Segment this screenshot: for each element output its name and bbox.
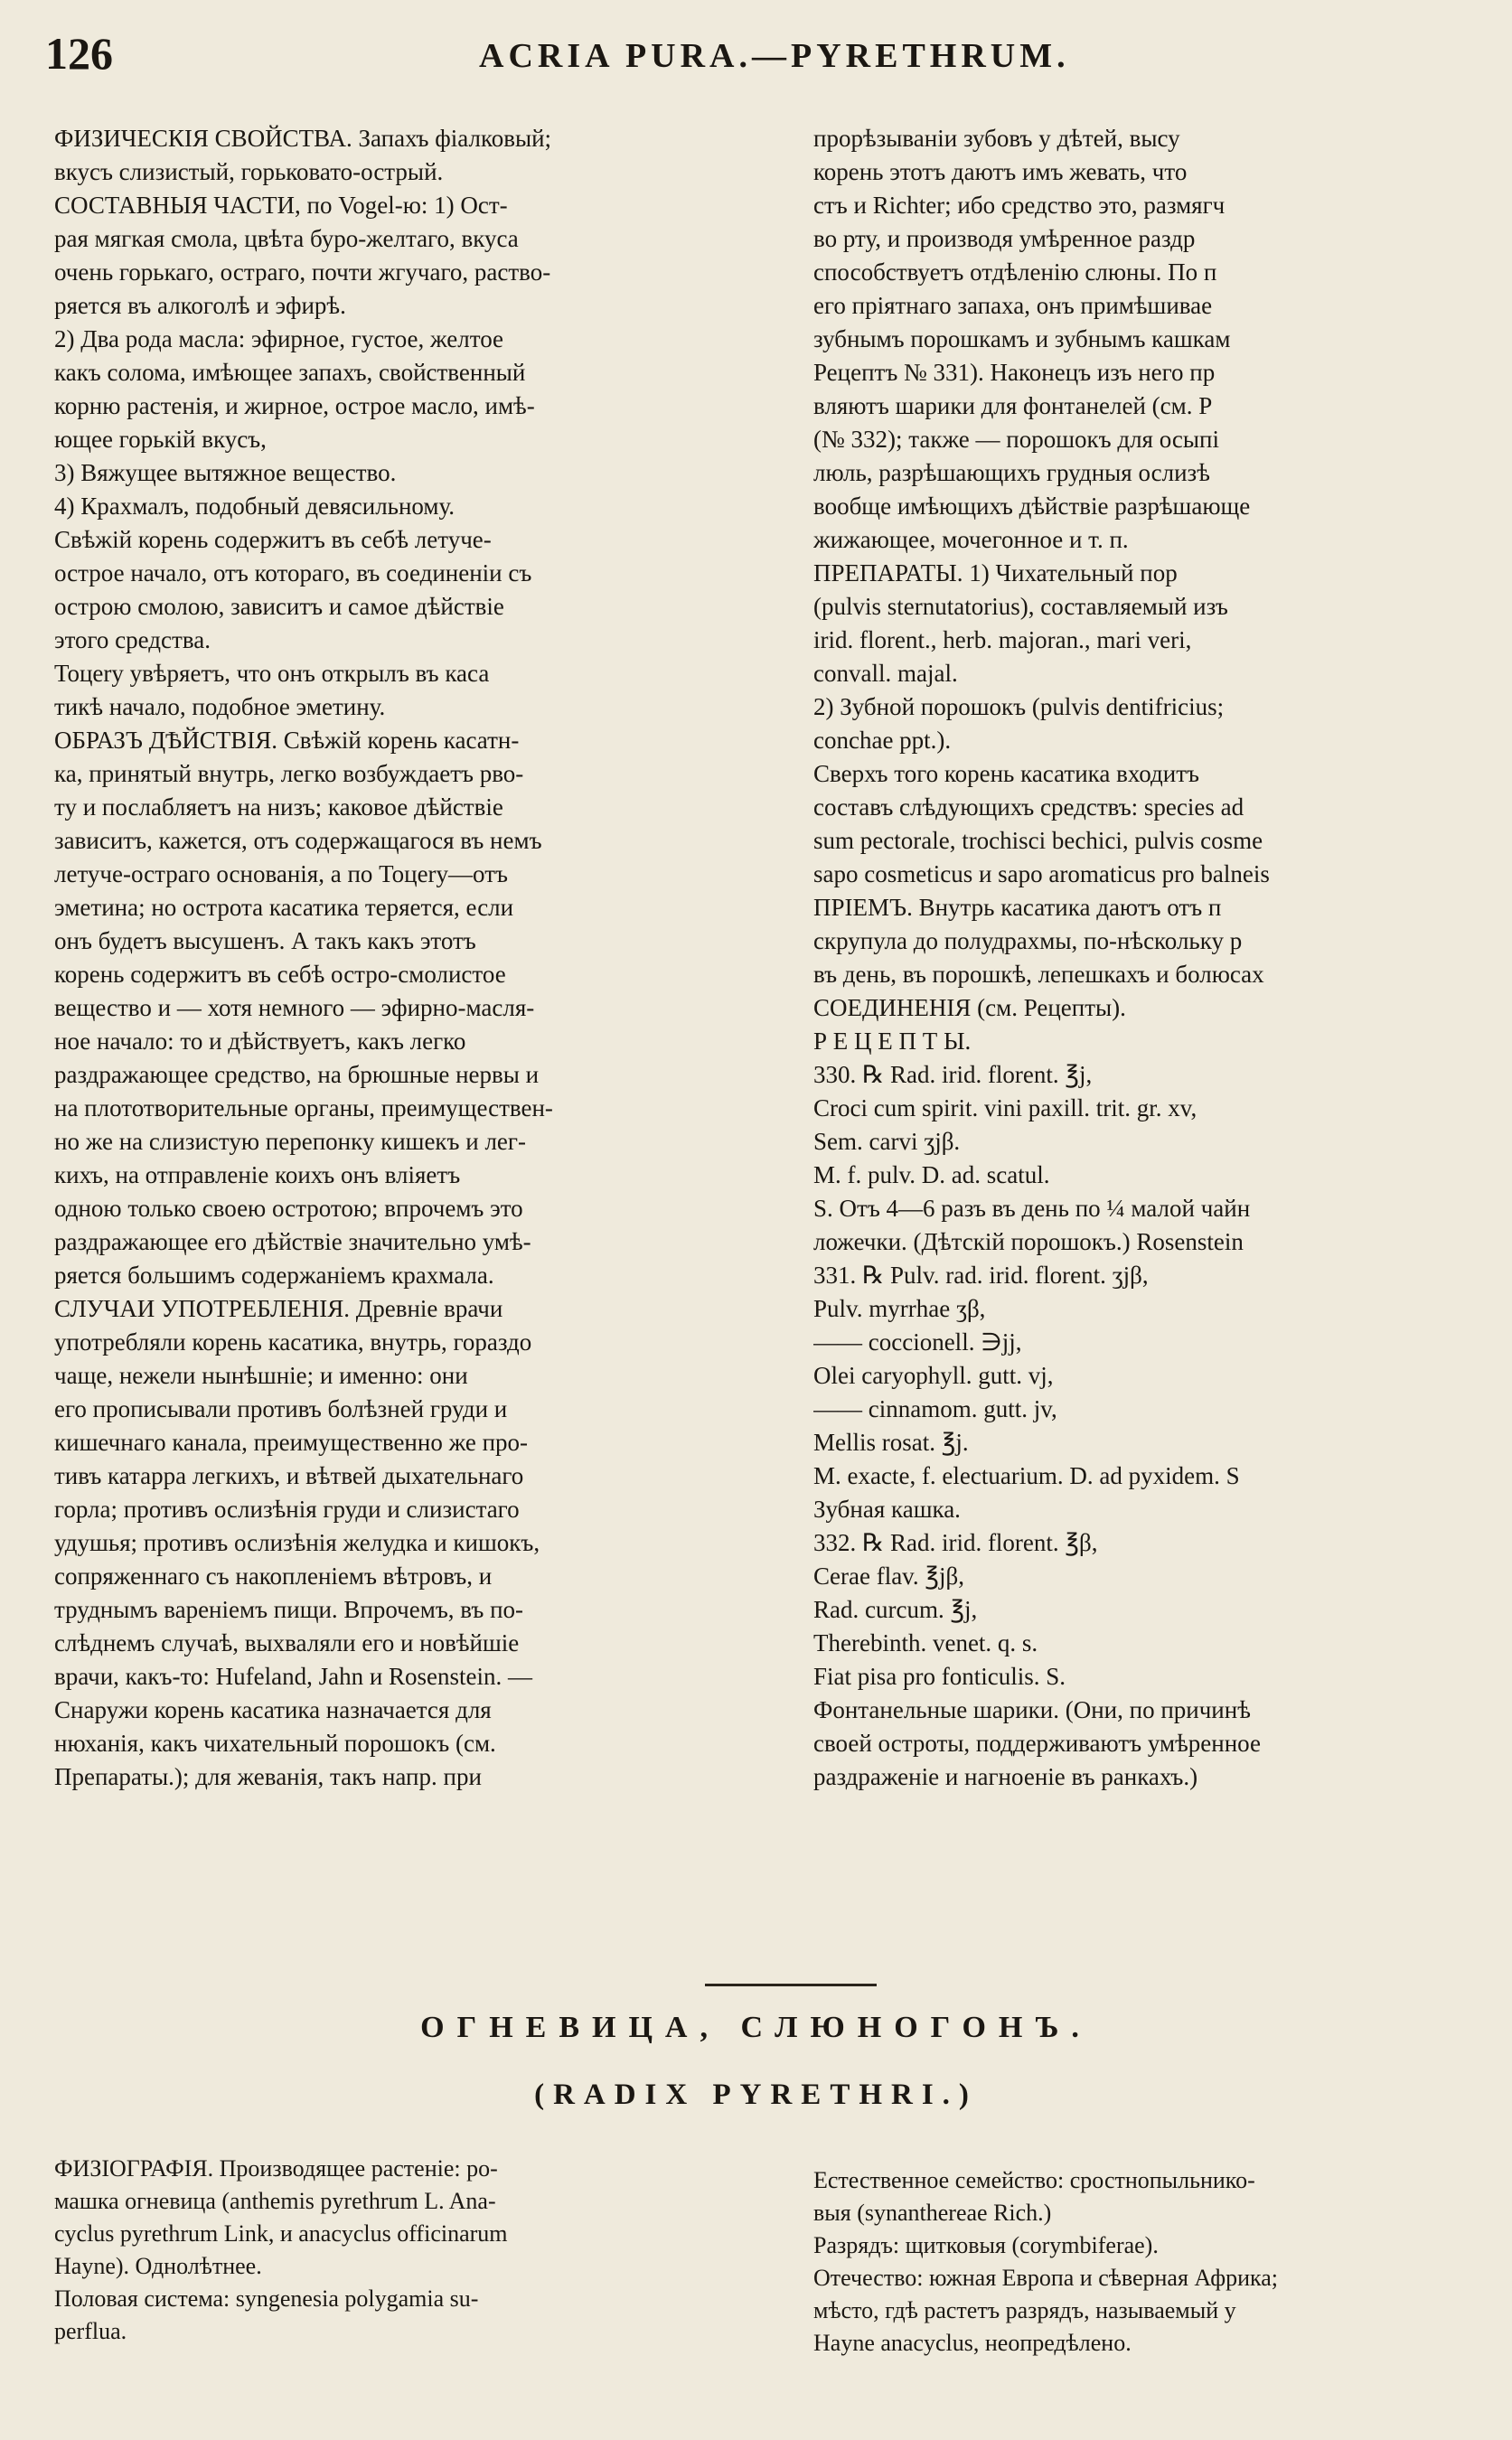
text-line: 3) Вяжущее вытяжное вещество. — [54, 459, 397, 486]
text-line: Отечество: южная Европа и сѣверная Африка; — [813, 2265, 1278, 2291]
text-line: сопряженнаго съ накопленіемъ вѣтровъ, и — [54, 1563, 493, 1590]
text-line: жижающее, мочегонное и т. п. — [813, 526, 1129, 553]
text-line: Olei caryophyll. gutt. vj, — [813, 1362, 1054, 1389]
text-line: стъ и Richter; ибо средство это, размягч — [813, 192, 1226, 219]
text-line: кишечнаго канала, преимущественно же про- — [54, 1429, 529, 1456]
text-line: прорѣзываніи зубовъ у дѣтей, высу — [813, 125, 1180, 152]
text-line: —— coccionell. ∋jj, — [813, 1328, 1022, 1356]
text-line: Снаружи корень касатика назначается для — [54, 1696, 492, 1723]
text-line: вещество и — хотя немного — эфирно-масля- — [54, 994, 535, 1021]
right-text-column — [813, 122, 1512, 1794]
text-line: мѣсто, гдѣ растетъ разрядъ, называемый у — [813, 2297, 1236, 2323]
text-line: Р Е Ц Е П Т Ы. — [813, 1028, 972, 1055]
text-line: рая мягкая смола, цвѣта буро-желтаго, вкуса — [54, 225, 519, 252]
text-line: ПРІЕМЪ. Внутрь касатика даютъ отъ п — [813, 894, 1222, 921]
text-line: ка, принятый внутрь, легко возбуждаетъ рво- — [54, 760, 524, 787]
text-line: Hayne anacyclus, неопредѣлено. — [813, 2330, 1132, 2356]
text-line: 332. ℞ Rad. irid. florent. ℥β, — [813, 1529, 1098, 1556]
text-line: одною только своею остротою; впрочемъ это — [54, 1195, 523, 1222]
text-line: эметина; но острота касатика теряется, если — [54, 894, 514, 921]
text-line: 330. ℞ Rad. irid. florent. ℥j, — [813, 1061, 1093, 1088]
text-line: Pulv. myrrhae ʒβ, — [813, 1295, 986, 1322]
text-line: sapo cosmeticus и sapo aromaticus pro balneis — [813, 860, 1270, 887]
text-line: составъ слѣдующихъ средствъ: species ad — [813, 793, 1244, 821]
text-line: корень содержитъ въ себѣ остро-смолистое — [54, 961, 506, 988]
text-line: conchae ppt.). — [813, 727, 952, 754]
text-line: кихъ, на отправленіе коихъ онъ вліяетъ — [54, 1161, 461, 1188]
text-line: вообще имѣющихъ дѣйствіе разрѣшающе — [813, 493, 1251, 520]
text-line: (pulvis sternutatorius), составляемый изъ — [813, 593, 1228, 620]
text-line: люль, разрѣшающихъ грудныя ослизѣ — [813, 459, 1210, 486]
text-line: ряется въ алкоголѣ и эфирѣ. — [54, 292, 346, 319]
text-line: чаще, нежели нынѣшніе; и именно: они — [54, 1362, 468, 1389]
text-line: Разрядъ: щитковыя (corymbiferae). — [813, 2232, 1159, 2258]
text-line: корню растенія, и жирное, острое масло, имѣ- — [54, 392, 535, 419]
left-text-column — [54, 122, 795, 1794]
text-line: ющее горькій вкусъ, — [54, 426, 267, 453]
text-line: врачи, какъ-то: Hufeland, Jahn и Rosenstein. — — [54, 1663, 533, 1690]
text-line: раздражающее средство, на брюшные нервы и — [54, 1061, 540, 1088]
text-line: очень горькаго, остраго, почти жгучаго, раство- — [54, 258, 551, 286]
text-line: зависитъ, кажется, отъ содержащагося въ немъ — [54, 827, 542, 854]
text-line: СОСТАВНЫЯ ЧАСТИ, по Vogel-ю: 1) Ост- — [54, 192, 508, 219]
text-line: зубнымъ порошкамъ и зубнымъ кашкам — [813, 325, 1231, 352]
text-line: ПРЕПАРАТЫ. 1) Чихательный пор — [813, 559, 1178, 587]
text-line: cyclus pyrethrum Link, и anacyclus officinarum — [54, 2220, 508, 2247]
text-line: ФИЗІОГРАФІЯ. Производящее растеніе: ро- — [54, 2155, 498, 2182]
text-line: онъ будетъ высушенъ. А такъ какъ этотъ — [54, 927, 476, 954]
text-line: раздраженіе и нагноеніе въ ранкахъ.) — [813, 1763, 1198, 1790]
text-line: sum pectorale, trochisci bechici, pulvis cosme — [813, 827, 1263, 854]
text-line: 2) Зубной порошокъ (pulvis dentifricius; — [813, 693, 1225, 720]
text-line: его прописывали противъ болѣзней груди и — [54, 1395, 508, 1422]
text-line: вляютъ шарики для фонтанелей (см. Р — [813, 392, 1213, 419]
text-line: скрупула до полудрахмы, по-нѣскольку р — [813, 927, 1243, 954]
page-number: 126 — [45, 28, 113, 79]
text-line: горла; противъ ослизѣнія груди и слизистаго — [54, 1496, 520, 1523]
text-line: Mellis rosat. ℥j. — [813, 1429, 969, 1456]
text-line: тикѣ начало, подобное эметину. — [54, 693, 386, 720]
text-line: его пріятнаго запаха, онъ примѣшивае — [813, 292, 1213, 319]
text-line: —— cinnamom. gutt. jv, — [813, 1395, 1057, 1422]
text-line: M. f. pulv. D. ad. scatul. — [813, 1161, 1050, 1188]
text-line: вкусъ слизистый, горьковато-острый. — [54, 158, 444, 185]
text-line: выя (synanthereae Rich.) — [813, 2200, 1052, 2226]
text-line: Половая система: syngenesia polygamia su- — [54, 2285, 479, 2312]
text-line: Рецептъ № 331). Наконецъ изъ него пр — [813, 359, 1216, 386]
text-line: Зубная кашка. — [813, 1496, 961, 1523]
text-line: нюханія, какъ чихательный порошокъ (см. — [54, 1730, 496, 1757]
text-line: ФИЗИЧЕСКІЯ СВОЙСТВА. Запахъ фіалковый; — [54, 125, 552, 152]
article2-right-column — [813, 2164, 1512, 2360]
text-line: 331. ℞ Pulv. rad. irid. florent. ʒjβ, — [813, 1262, 1149, 1289]
text-line: 4) Крахмалъ, подобный девясильному. — [54, 493, 455, 520]
text-line: употребляли корень касатика, внутрь, гораздо — [54, 1328, 532, 1356]
text-line: ное начало: то и дѣйствуетъ, какъ легко — [54, 1028, 466, 1055]
text-line: этого средства. — [54, 626, 211, 653]
text-line: Тоцеrу увѣряетъ, что онъ открылъ въ каса — [54, 660, 490, 687]
text-line: СЛУЧАИ УПОТРЕБЛЕНІЯ. Древніе врачи — [54, 1295, 503, 1322]
text-line: слѣднемъ случаѣ, выхваляли его и новѣйшіе — [54, 1629, 520, 1656]
text-line: Естественное семейство: сростнопыльнико- — [813, 2167, 1255, 2193]
text-line: своей остроты, поддерживаютъ умѣренное — [813, 1730, 1261, 1757]
text-line: convall. majal. — [813, 660, 958, 687]
text-line: острою смолою, зависитъ и самое дѣйствіе — [54, 593, 504, 620]
text-line: способствуетъ отдѣленію слюны. По п — [813, 258, 1217, 286]
text-line: Cerae flav. ℥jβ, — [813, 1563, 965, 1590]
text-line: ложечки. (Дѣтскій порошокъ.) Rosenstein — [813, 1228, 1244, 1255]
text-line: летуче-остраго основанія, а по Тоцеrу—отъ — [54, 860, 508, 887]
text-line: удушья; противъ ослизѣнія желудка и кишокъ, — [54, 1529, 540, 1556]
text-line: Therebinth. venet. q. s. — [813, 1629, 1038, 1656]
text-line: но же на слизистую перепонку кишекъ и лег- — [54, 1128, 526, 1155]
text-line: ту и послабляетъ на низъ; каковое дѣйствіе — [54, 793, 503, 821]
text-line: ОБРАЗЪ ДѢЙСТВІЯ. Свѣжій корень касатн- — [54, 727, 520, 754]
running-title: ACRIA PURA.—PYRETHRUM. — [479, 37, 1070, 75]
text-line: Препараты.); для жеванія, такъ напр. при — [54, 1763, 482, 1790]
text-line: (№ 332); также — порошокъ для осыпі — [813, 426, 1219, 453]
text-line: Фонтанельные шарики. (Они, по причинѣ — [813, 1696, 1251, 1723]
text-line: въ день, въ порошкѣ, лепешкахъ и болюсах — [813, 961, 1264, 988]
text-line: труднымъ вареніемъ пищи. Впрочемъ, въ по- — [54, 1596, 524, 1623]
text-line: Сверхъ того корень касатика входитъ — [813, 760, 1199, 787]
text-line: острое начало, отъ котораго, въ соединеніи съ — [54, 559, 532, 587]
section-divider — [705, 1984, 877, 1986]
article-title: ОГНЕВИЦА, СЛЮНОГОНЪ. — [420, 2011, 1092, 2044]
text-line: ряется большимъ содержаніемъ крахмала. — [54, 1262, 494, 1289]
text-line: 2) Два рода масла: эфирное, густое, желтое — [54, 325, 504, 352]
text-line: Sem. carvi ʒjβ. — [813, 1128, 961, 1155]
text-line: корень этотъ даютъ имъ жевать, что — [813, 158, 1188, 185]
text-line: тивъ катарра легкихъ, и вѣтвей дыхательнаго — [54, 1462, 524, 1489]
text-line: раздражающее его дѣйствіе значительно умѣ- — [54, 1228, 531, 1255]
article-subtitle: (RADIX PYRETHRI.) — [534, 2079, 978, 2111]
article2-left-column — [54, 2153, 777, 2348]
text-line: СОЕДИНЕНІЯ (см. Рецепты). — [813, 994, 1126, 1021]
text-line: Hayne). Однолѣтнее. — [54, 2253, 262, 2279]
text-line: на плототворительные органы, преимуществен- — [54, 1094, 553, 1121]
text-line: S. Отъ 4—6 разъ въ день по ¼ малой чайн — [813, 1195, 1251, 1222]
text-line: Croci cum spirit. vini paxill. trit. gr. xv, — [813, 1094, 1197, 1121]
text-line: irid. florent., herb. majoran., mari veri, — [813, 626, 1192, 653]
text-line: машка огневица (anthemis pyrethrum L. Ana- — [54, 2188, 496, 2214]
text-line: perflua. — [54, 2318, 127, 2344]
text-line: Свѣжій корень содержитъ въ себѣ летуче- — [54, 526, 492, 553]
text-line: Rad. curcum. ℥j, — [813, 1596, 978, 1623]
text-line: Fiat pisa pro fonticulis. S. — [813, 1663, 1066, 1690]
text-line: какъ солома, имѣющее запахъ, свойственный — [54, 359, 526, 386]
text-line: во рту, и производя умѣренное раздр — [813, 225, 1196, 252]
text-line: M. exacte, f. electuarium. D. ad pyxidem. S — [813, 1462, 1240, 1489]
